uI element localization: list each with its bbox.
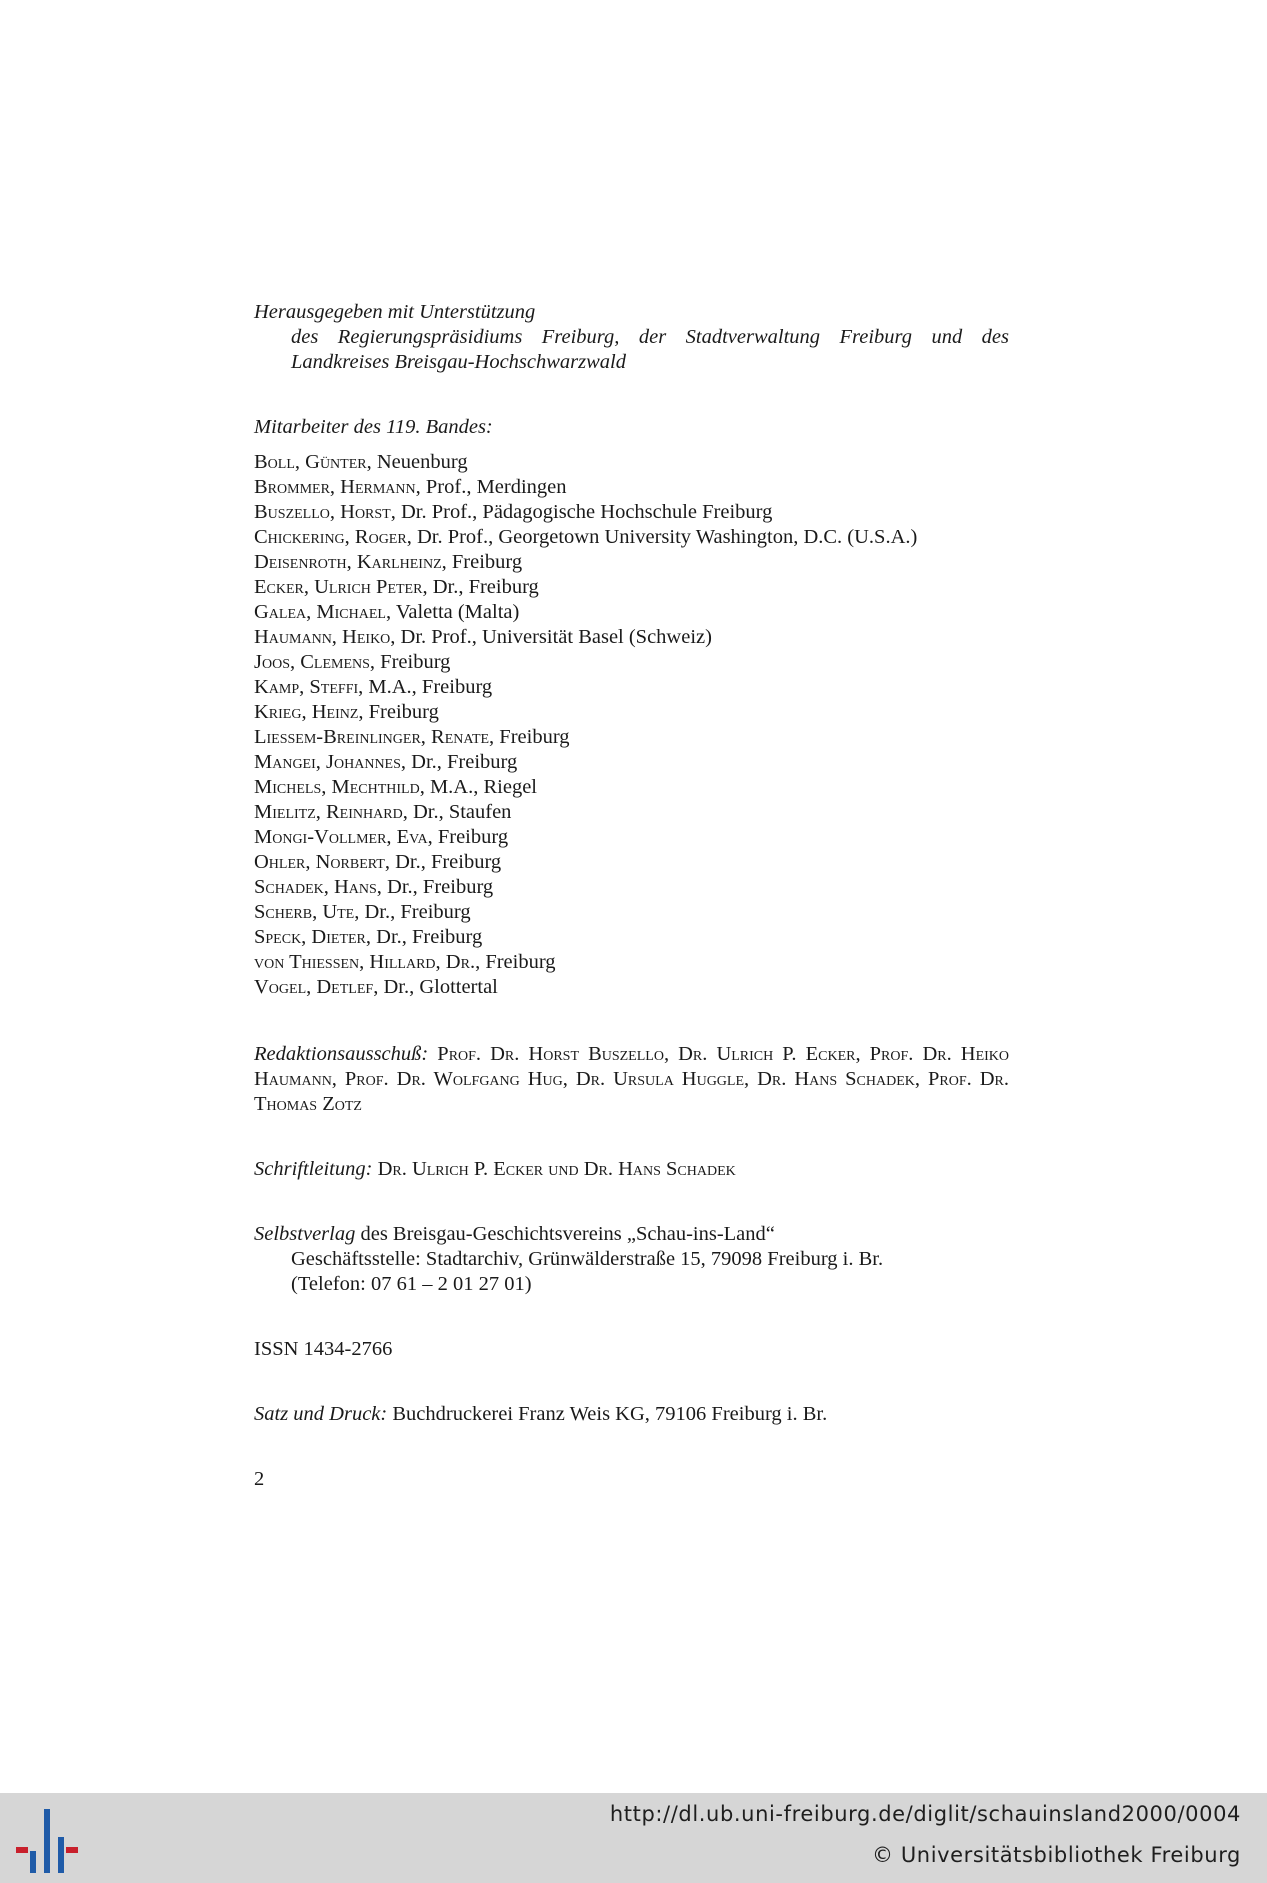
contributor-name: Krieg, Heinz bbox=[254, 701, 359, 723]
contributor-item bbox=[254, 575, 1009, 600]
contributor-item bbox=[254, 825, 1009, 850]
contributor-details: , Freiburg bbox=[369, 651, 451, 673]
ub-freiburg-logo-icon[interactable] bbox=[14, 1809, 80, 1873]
contributor-item bbox=[254, 600, 1009, 625]
contributor-name: Deisenroth, Karlheinz bbox=[254, 551, 442, 573]
contributor-name: Joos, Clemens bbox=[254, 651, 370, 673]
contributor-name: Scherb, Ute bbox=[254, 901, 355, 923]
contributor-details: , Freiburg bbox=[489, 726, 570, 748]
contributor-name: Kamp, Steffi bbox=[254, 676, 359, 698]
contributor-name: Mangei, Johannes bbox=[254, 751, 401, 773]
office-address: Geschäftsstelle: Stadtarchiv, Grünwälderstraße 15, 79098 Freiburg i. Br. bbox=[291, 1248, 884, 1270]
editor-block bbox=[254, 300, 1009, 375]
schriftleitung-section bbox=[254, 1157, 1009, 1182]
contributor-name: Mongi-Vollmer, Eva bbox=[254, 826, 428, 848]
redaktion-label: Redaktionsausschuß: bbox=[254, 1043, 429, 1065]
contributor-details: , Dr. Prof., Pädagogische Hochschule Freiburg bbox=[390, 501, 773, 523]
contributor-name: Liessem-Breinlinger, Renate bbox=[254, 726, 490, 748]
contributor-details: , Freiburg bbox=[475, 951, 556, 973]
contributor-item bbox=[254, 475, 1009, 500]
contributor-name: Boll, Günter bbox=[254, 451, 367, 473]
contributor-name: Speck, Dieter bbox=[254, 926, 366, 948]
selbstverlag-text: des Breisgau-Geschichtsvereins „Schau-ins-Land“ bbox=[360, 1223, 775, 1245]
contributor-details: , Dr., Freiburg bbox=[384, 851, 502, 873]
contributor-item bbox=[254, 925, 1009, 950]
contributor-item bbox=[254, 800, 1009, 825]
contributor-item bbox=[254, 750, 1009, 775]
contributor-item bbox=[254, 950, 1009, 975]
contributor-item bbox=[254, 675, 1009, 700]
satz-text: Buchdruckerei Franz Weis KG, 79106 Freiburg i. Br. bbox=[392, 1403, 828, 1425]
contributor-details: , Freiburg bbox=[441, 551, 523, 573]
contributor-details: , Freiburg bbox=[427, 826, 509, 848]
contributor-name: Brommer, Hermann bbox=[254, 476, 416, 498]
contributor-name: Buszello, Horst bbox=[254, 501, 391, 523]
page-body bbox=[254, 300, 1009, 1492]
contributor-details: , M.A., Freiburg bbox=[358, 676, 493, 698]
contributor-name: Vogel, Detlef bbox=[254, 976, 374, 998]
contributor-item bbox=[254, 550, 1009, 575]
contributor-item bbox=[254, 625, 1009, 650]
contributor-name: Michels, Mechthild bbox=[254, 776, 420, 798]
editor-lead: Herausgegeben mit Unterstützung bbox=[254, 301, 536, 323]
contributor-item bbox=[254, 500, 1009, 525]
contributor-details: , Prof., Merdingen bbox=[415, 476, 567, 498]
editor-supporters: des Regierungspräsidiums Freiburg, der Stadtverwaltung Freiburg und des Landkreises Breisgau-Hochschwarzwald bbox=[291, 326, 1009, 373]
contributor-name: Haumann, Heiko bbox=[254, 626, 391, 648]
contributor-name: Ecker, Ulrich Peter bbox=[254, 576, 423, 598]
contributor-details: , Dr., Glottertal bbox=[373, 976, 498, 998]
contributor-details: , Neuenburg bbox=[366, 451, 468, 473]
contributor-name: Mielitz, Reinhard bbox=[254, 801, 403, 823]
contributor-item bbox=[254, 450, 1009, 475]
contributor-item bbox=[254, 850, 1009, 875]
redaktion-members: Prof. Dr. Horst Buszello, Dr. Ulrich P. Ecker, Prof. Dr. Heiko Haumann, Prof. Dr. Wolfgang Hug, Dr. Ursula Huggle, Dr. Hans Schadek, Prof. Dr. Thomas Zotz bbox=[254, 1043, 1010, 1115]
schriftleitung-text: Dr. Ulrich P. Ecker und Dr. Hans Schadek bbox=[377, 1158, 736, 1180]
page-number: 2 bbox=[254, 1468, 265, 1490]
contributor-item bbox=[254, 900, 1009, 925]
contributor-name: Ohler, Norbert bbox=[254, 851, 385, 873]
contributor-item bbox=[254, 875, 1009, 900]
footer-bar bbox=[0, 1793, 1267, 1883]
redaktion-section bbox=[254, 1042, 1009, 1117]
contributor-item bbox=[254, 700, 1009, 725]
contributor-name: Schadek, Hans bbox=[254, 876, 377, 898]
contributor-item bbox=[254, 775, 1009, 800]
contributor-name: Galea, Michael bbox=[254, 601, 386, 623]
contributors-list bbox=[254, 450, 1009, 1000]
issn: ISSN 1434-2766 bbox=[254, 1338, 393, 1360]
contributor-details: , Dr., Freiburg bbox=[376, 876, 494, 898]
schriftleitung-label: Schriftleitung: bbox=[254, 1158, 373, 1180]
contributor-item bbox=[254, 975, 1009, 1000]
document-url-link[interactable]: http://dl.ub.uni-freiburg.de/diglit/schauinsland2000/0004 bbox=[609, 1802, 1241, 1826]
selbstverlag-section bbox=[254, 1222, 1009, 1297]
contributor-details: , Freiburg bbox=[358, 701, 439, 723]
contributor-details: , Dr. Prof., Universität Basel (Schweiz) bbox=[390, 626, 712, 648]
contributor-details: , Dr., Freiburg bbox=[400, 751, 518, 773]
contributor-details: , M.A., Riegel bbox=[419, 776, 537, 798]
contributor-item bbox=[254, 650, 1009, 675]
contributors-heading: Mitarbeiter des 119. Bandes: bbox=[254, 416, 493, 438]
contributor-item bbox=[254, 725, 1009, 750]
contributor-details: , Dr. Prof., Georgetown University Washington, D.C. (U.S.A.) bbox=[406, 526, 918, 548]
contributor-details: , Dr., Freiburg bbox=[354, 901, 471, 923]
contributor-name: Chickering, Roger bbox=[254, 526, 407, 548]
office-phone: (Telefon: 07 61 – 2 01 27 01) bbox=[291, 1273, 532, 1295]
satz-label: Satz und Druck: bbox=[254, 1403, 388, 1425]
copyright-text: © Universitätsbibliothek Freiburg bbox=[871, 1843, 1241, 1867]
contributor-name: von Thiessen, Hillard, Dr. bbox=[254, 951, 476, 973]
contributor-details: , Dr., Freiburg bbox=[365, 926, 483, 948]
contributor-details: , Dr., Freiburg bbox=[422, 576, 539, 598]
contributor-details: , Dr., Staufen bbox=[402, 801, 512, 823]
contributor-details: , Valetta (Malta) bbox=[385, 601, 520, 623]
selbstverlag-label: Selbstverlag bbox=[254, 1223, 356, 1245]
satz-section bbox=[254, 1402, 1009, 1427]
contributor-item bbox=[254, 525, 1009, 550]
